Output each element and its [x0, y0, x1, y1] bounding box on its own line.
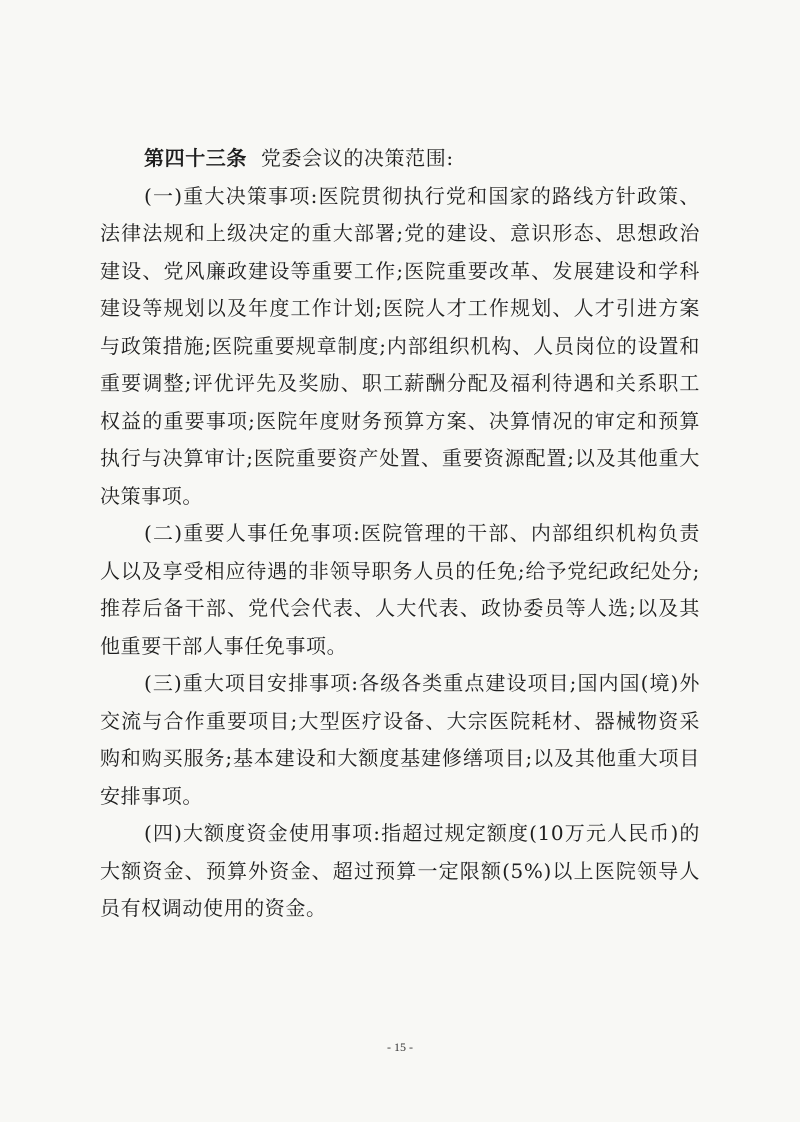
paragraph-large-funds: (四)大额度资金使用事项:指超过规定额度(10万元人民币)的大额资金、预算外资金、超过预算一定限额(5%)以上医院领导人员有权调动使用的资金。: [100, 821, 700, 920]
page-number: - 15 -: [387, 1040, 413, 1054]
paragraph-major-projects: (三)重大项目安排事项:各级各类重点建设项目;国内国(境)外交流与合作重要项目;大型医疗设备、大宗医院耗材、器械物资采购和购买服务;基本建设和大额度基建修缮项目;以及其他重大项目安排事项。: [100, 671, 700, 808]
article-heading: 第四十三条: [144, 146, 247, 170]
paragraph-personnel-appointments: (二)重要人事任免事项:医院管理的干部、内部组织机构负责人以及享受相应待遇的非领导职务人员的任免;给予党纪政纪处分;推荐后备干部、党代会代表、人大代表、政协委员等人选;以及其他重要干部人事任免事项。: [100, 521, 700, 658]
article-heading-tail: 党委会议的决策范围:: [260, 146, 454, 170]
document-body: [100, 140, 700, 928]
paragraph-major-decisions: (一)重大决策事项:医院贯彻执行党和国家的路线方针政策、法律法规和上级决定的重大部署;党的建设、意识形态、思想政治建设、党风廉政建设等重要工作;医院重要改革、发展建设和学科建设等规划以及年度工作计划;医院人才工作规划、人才引进方案与政策措施;医院重要规章制度;内部组织机构、人员岗位的设置和重要调整;评优评先及奖励、职工薪酬分配及福利待遇和关系职工权益的重要事项;医院年度财务预算方案、决算情况的审定和预算执行与决算审计;医院重要资产处置、重要资源配置;以及其他重大决策事项。: [100, 183, 700, 508]
article-heading-line: [100, 140, 700, 178]
